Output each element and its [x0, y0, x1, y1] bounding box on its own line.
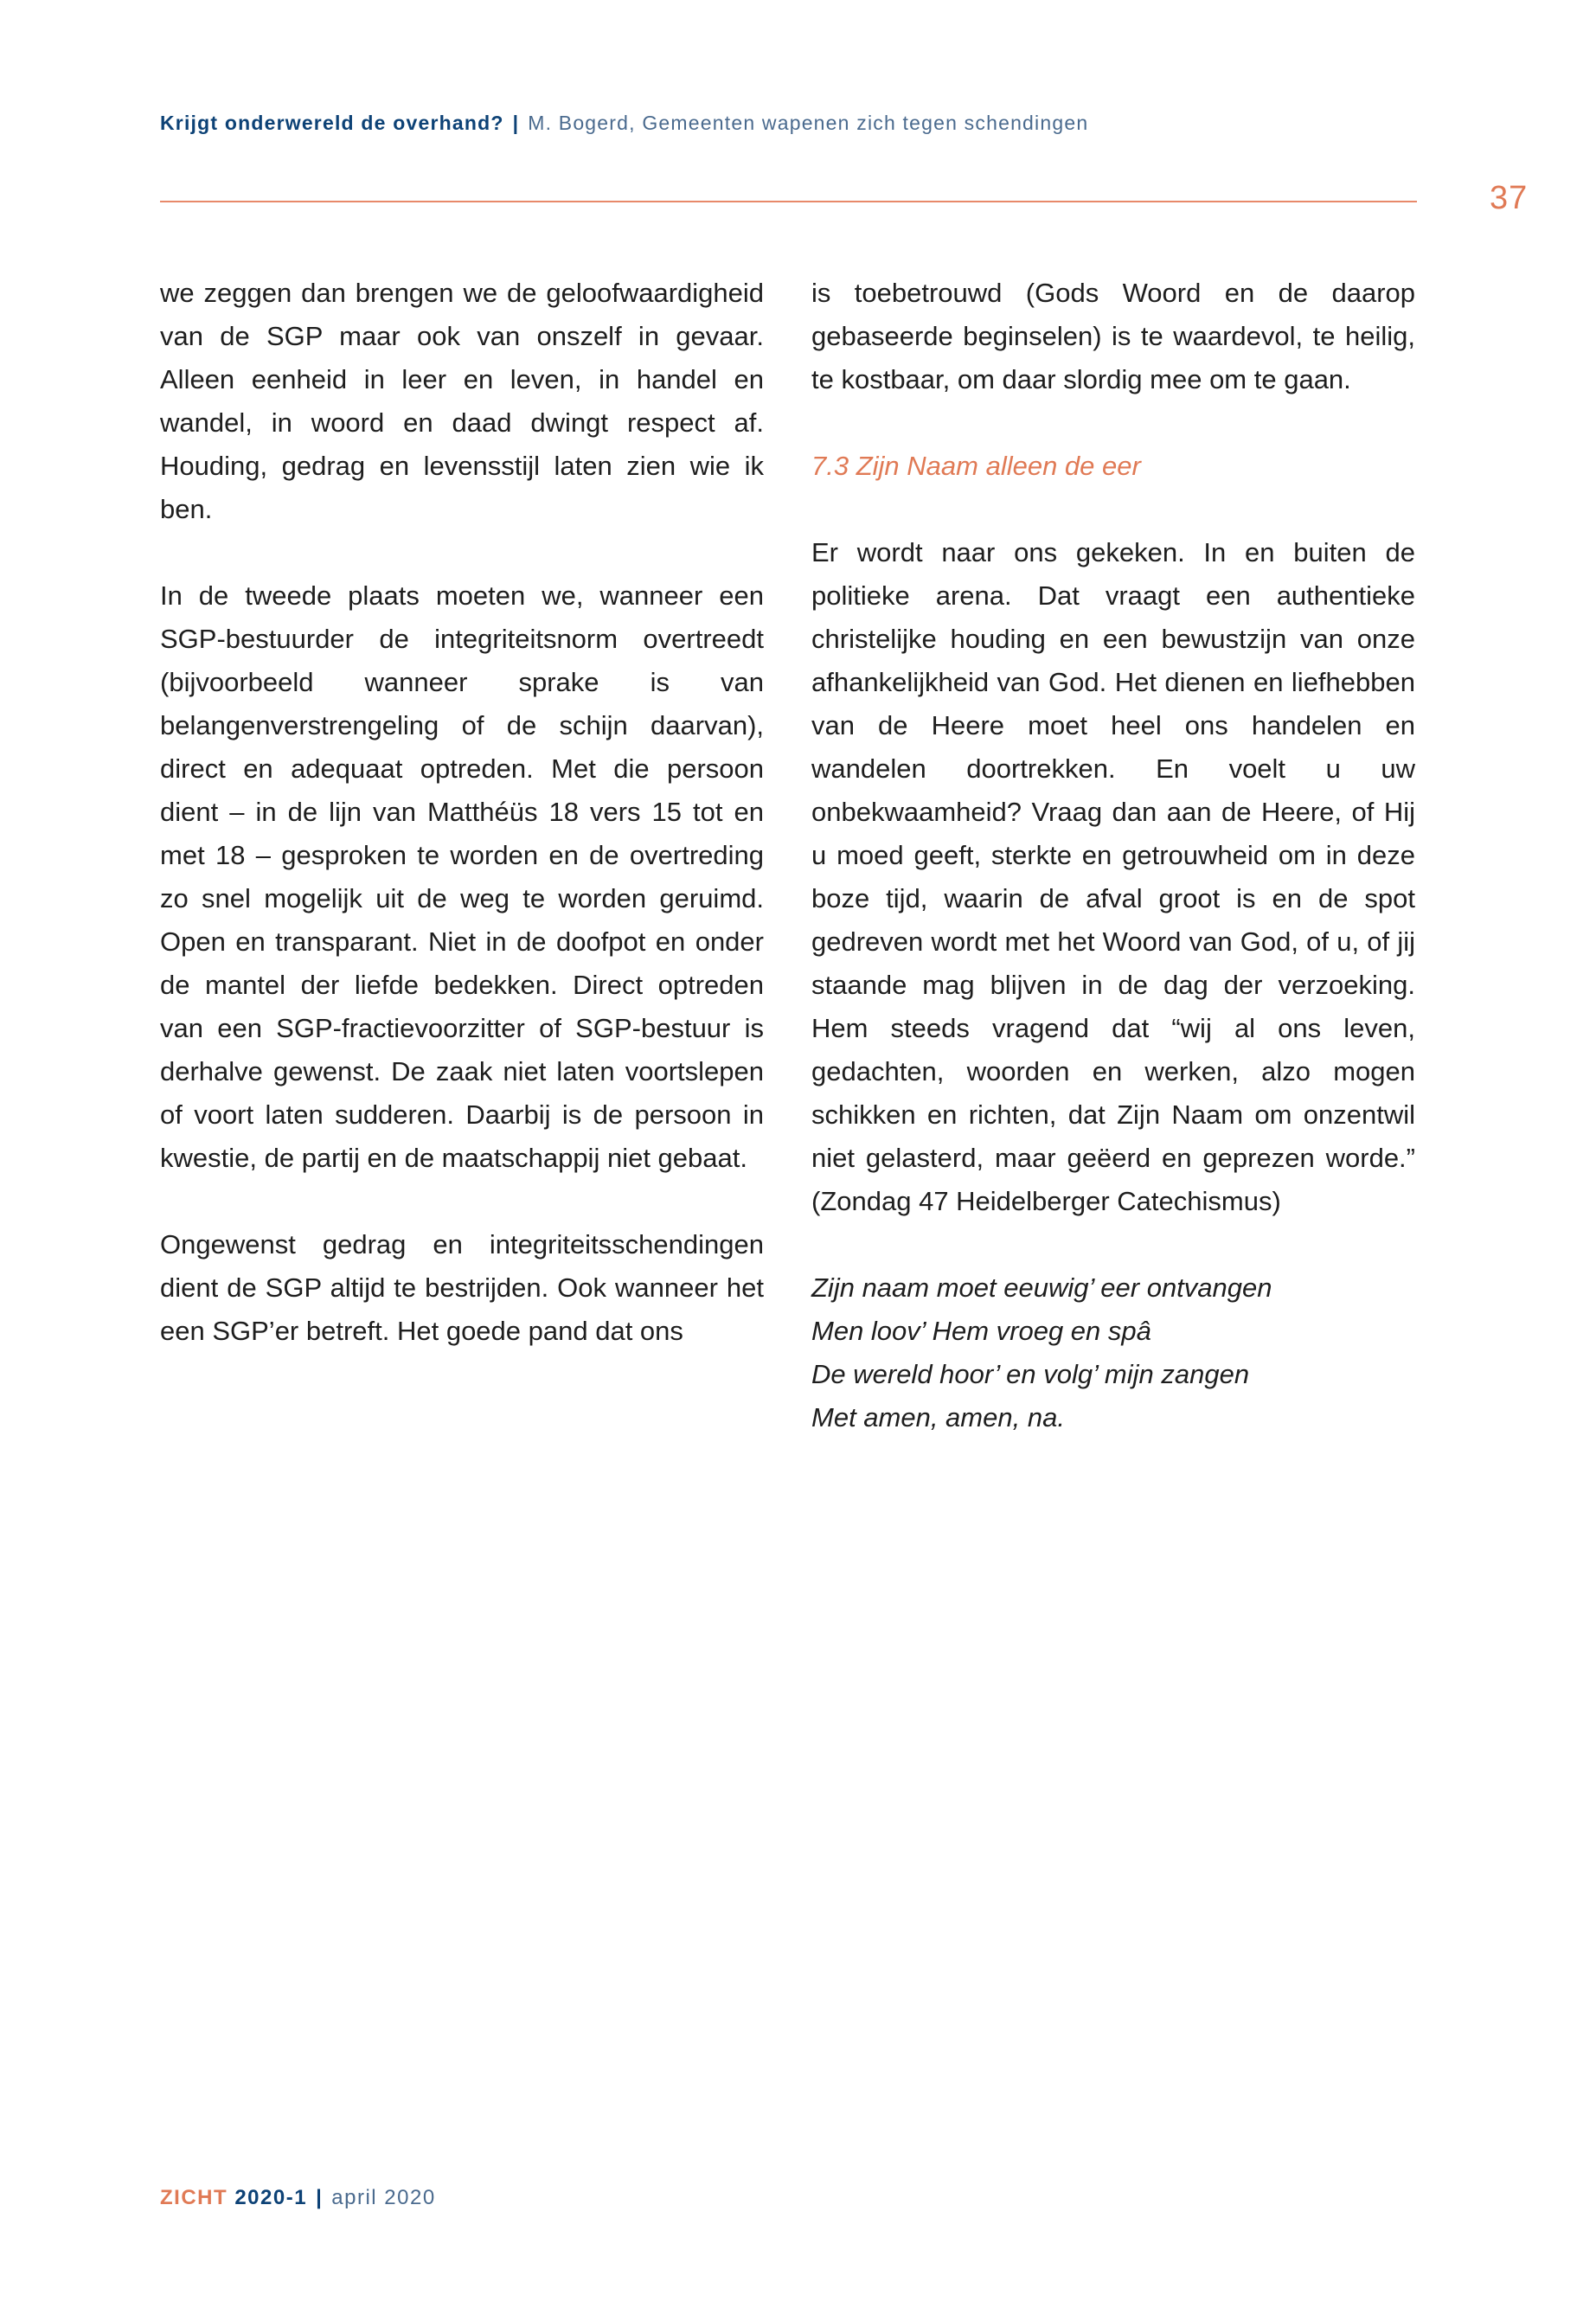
- right-column: [811, 272, 1415, 1439]
- footer-separator: |: [316, 2186, 324, 2209]
- poem-line: Met amen, amen, na.: [811, 1402, 1065, 1433]
- running-header: [160, 112, 1088, 135]
- left-column: [160, 272, 764, 1353]
- paragraph: In de tweede plaats moeten we, wanneer een SGP-bestuurder de integriteitsnorm overtreedt (bijvoorbeeld wanneer sprake is van belangenverstrengeling of de schijn daarvan), direct en adequaat optreden. Met die persoon dient – in de lijn van Matthéüs 18 vers 15 tot en met 18 – gesproken te worden en de overtreding zo snel mogelijk uit de weg te worden geruimd. Open en transparant. Niet in de doofpot en onder de mantel der liefde bedekken. Direct optreden van een SGP-fractievoorzitter of SGP-bestuur is derhalve gewenst. De zaak niet laten voortslepen of voort laten sudderen. Daarbij is de persoon in kwestie, de partij en de maatschappij niet gebaat.: [160, 580, 764, 1173]
- poem: [811, 1266, 1415, 1439]
- page-number: 37: [1490, 180, 1529, 216]
- paragraph: is toebetrouwd (Gods Woord en de daarop gebaseerde beginselen) is te waardevol, te heilig, te kostbaar, om daar slordig mee om te gaan.: [811, 278, 1415, 394]
- article-title: M. Bogerd, Gemeenten wapenen zich tegen schendingen: [528, 112, 1089, 134]
- paragraph: Ongewenst gedrag en integriteitsschendingen dient de SGP altijd te bestrijden. Ook wanneer het een SGP’er betreft. Het goede pand dat ons: [160, 1229, 764, 1346]
- running-footer: [160, 2186, 436, 2210]
- poem-line: Men loov’ Hem vroeg en spâ: [811, 1316, 1151, 1346]
- series-title: Krijgt onderwereld de overhand?: [160, 112, 504, 134]
- header-rule: [160, 201, 1417, 202]
- paragraph: we zeggen dan brengen we de geloofwaardigheid van de SGP maar ook van onszelf in gevaar. Alleen eenheid in leer en leven, in handel en wandel, in woord en daad dwingt respect af. Houding, gedrag en levensstijl laten zien wie ik ben.: [160, 278, 764, 524]
- paragraph: Er wordt naar ons gekeken. In en buiten de politieke arena. Dat vraagt een authentieke christelijke houding en een bewustzijn van onze afhankelijkheid van God. Het dienen en liefhebben van de Heere moet heel ons handelen en wandelen doortrekken. En voelt u uw onbekwaamheid? Vraag dan aan de Heere, of Hij u moed geeft, sterkte en getrouwheid om in deze boze tijd, waarin de afval groot is en de spot gedreven wordt met het Woord van God, of u, of jij staande mag blijven in de dag der verzoeking. Hem steeds vragend dat “wij al ons leven, gedachten, woorden en werken, alzo mogen schikken en richten, dat Zijn Naam om onzentwil niet gelasterd, maar geëerd en geprezen worde.” (Zondag 47 Heidelberger Catechismus): [811, 537, 1415, 1216]
- issue-number: 2020-1: [234, 2186, 308, 2209]
- header-separator: |: [512, 112, 520, 134]
- issue-date: april 2020: [331, 2186, 436, 2209]
- poem-line: Zijn naam moet eeuwig’ eer ontvangen: [811, 1272, 1272, 1303]
- magazine-name: ZICHT: [160, 2186, 228, 2209]
- section-heading: 7.3 Zijn Naam alleen de eer: [811, 451, 1141, 481]
- poem-line: De wereld hoor’ en volg’ mijn zangen: [811, 1359, 1250, 1389]
